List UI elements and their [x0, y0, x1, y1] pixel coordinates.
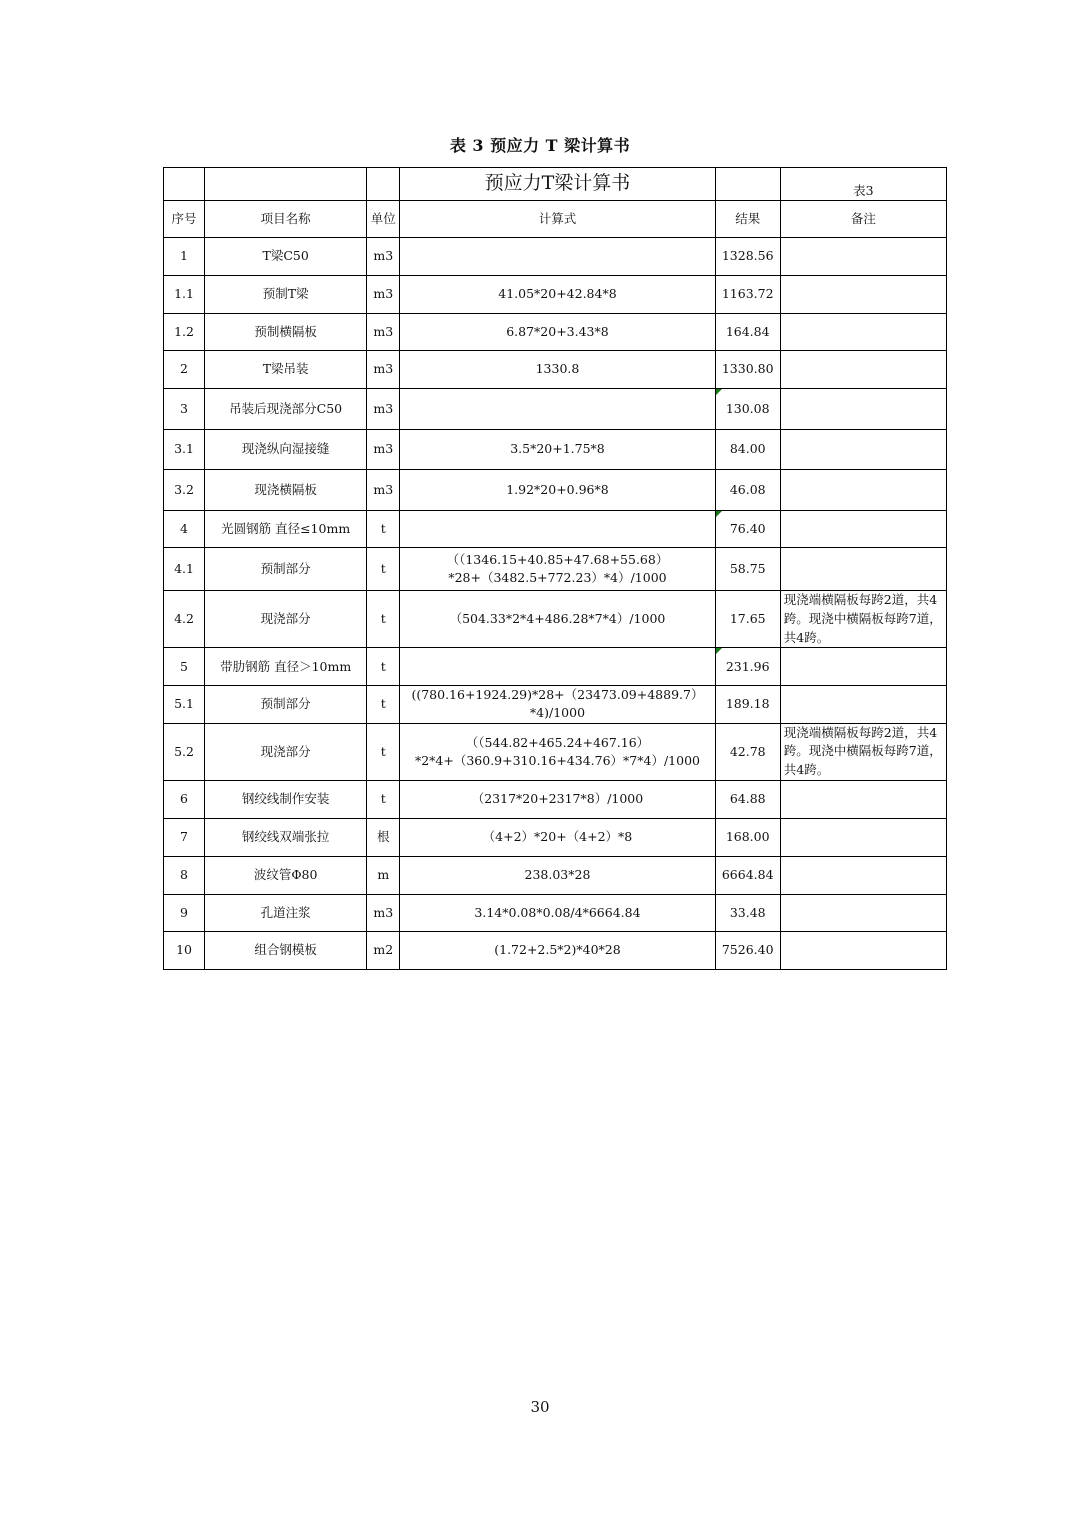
table-number: 表3 — [780, 168, 946, 201]
item-name-cell: 预制部分 — [205, 686, 367, 723]
result-cell: 189.18 — [715, 686, 780, 723]
table-row — [164, 238, 947, 276]
table-row — [164, 470, 947, 511]
row-no-cell: 10 — [164, 931, 205, 969]
result-cell: 1328.56 — [715, 238, 780, 276]
item-name-cell: 预制T梁 — [205, 276, 367, 314]
table-row — [164, 389, 947, 430]
result-cell: 1163.72 — [715, 276, 780, 314]
result-cell: 76.40 — [715, 511, 780, 548]
note-cell — [780, 894, 946, 931]
table-caption: 表 3 预应力 T 梁计算书 — [449, 136, 631, 155]
result-cell: 42.78 — [715, 723, 780, 780]
note-cell — [780, 389, 946, 430]
note-cell — [780, 856, 946, 894]
unit-cell: t — [367, 511, 400, 548]
item-name-cell: 吊装后现浇部分C50 — [205, 389, 367, 430]
formula-cell: (1.72+2.5*2)*40*28 — [400, 931, 715, 969]
result-cell: 1330.80 — [715, 351, 780, 389]
item-name-cell: 光圆钢筋 直径≤10mm — [205, 511, 367, 548]
unit-cell: t — [367, 548, 400, 591]
table-row — [164, 686, 947, 723]
result-cell: 168.00 — [715, 818, 780, 856]
item-name-cell: T梁C50 — [205, 238, 367, 276]
unit-cell: 根 — [367, 818, 400, 856]
result-cell: 64.88 — [715, 780, 780, 818]
table-row — [164, 314, 947, 351]
formula-cell: （504.33*2*4+486.28*7*4）/1000 — [400, 591, 715, 648]
result-cell: 7526.40 — [715, 931, 780, 969]
unit-cell: m2 — [367, 931, 400, 969]
table-row — [164, 430, 947, 470]
item-name-cell: 组合钢模板 — [205, 931, 367, 969]
unit-cell: m — [367, 856, 400, 894]
row-no-cell: 2 — [164, 351, 205, 389]
unit-cell: m3 — [367, 351, 400, 389]
blank-cell — [367, 168, 400, 201]
formula-cell — [400, 389, 715, 430]
row-no-cell: 4.1 — [164, 548, 205, 591]
row-no-cell: 9 — [164, 894, 205, 931]
row-no-cell: 5.1 — [164, 686, 205, 723]
unit-cell: m3 — [367, 238, 400, 276]
unit-cell: m3 — [367, 470, 400, 511]
header-cell: 序号 — [164, 201, 205, 238]
formula-cell: 238.03*28 — [400, 856, 715, 894]
row-no-cell: 4.2 — [164, 591, 205, 648]
note-cell — [780, 648, 946, 686]
result-cell: 17.65 — [715, 591, 780, 648]
unit-cell: t — [367, 723, 400, 780]
formula-cell: ((780.16+1924.29)*28+（23473.09+4889.7）*4)/1000 — [400, 686, 715, 723]
unit-cell: m3 — [367, 430, 400, 470]
result-cell: 6664.84 — [715, 856, 780, 894]
calculation-table — [163, 167, 947, 970]
row-no-cell: 1.2 — [164, 314, 205, 351]
note-cell — [780, 511, 946, 548]
note-cell — [780, 276, 946, 314]
table-row — [164, 276, 947, 314]
unit-cell: m3 — [367, 314, 400, 351]
unit-cell: m3 — [367, 894, 400, 931]
item-name-cell: 现浇部分 — [205, 591, 367, 648]
note-cell — [780, 238, 946, 276]
item-name-cell: 现浇横隔板 — [205, 470, 367, 511]
unit-cell: t — [367, 648, 400, 686]
item-name-cell: T梁吊装 — [205, 351, 367, 389]
header-row — [164, 201, 947, 238]
row-no-cell: 7 — [164, 818, 205, 856]
note-cell — [780, 314, 946, 351]
result-cell: 164.84 — [715, 314, 780, 351]
row-no-cell: 4 — [164, 511, 205, 548]
sheet-title: 预应力T梁计算书 — [400, 168, 715, 201]
table-row — [164, 723, 947, 780]
item-name-cell: 孔道注浆 — [205, 894, 367, 931]
formula-cell: （（544.82+465.24+467.16）*2*4+（360.9+310.16+434.76）*7*4）/1000 — [400, 723, 715, 780]
table-row — [164, 511, 947, 548]
formula-cell: 1330.8 — [400, 351, 715, 389]
note-cell — [780, 686, 946, 723]
result-cell: 130.08 — [715, 389, 780, 430]
formula-cell: 3.14*0.08*0.08/4*6664.84 — [400, 894, 715, 931]
item-name-cell: 预制横隔板 — [205, 314, 367, 351]
header-cell: 项目名称 — [205, 201, 367, 238]
blank-cell — [715, 168, 780, 201]
table-row — [164, 818, 947, 856]
header-cell: 备注 — [780, 201, 946, 238]
unit-cell: m3 — [367, 276, 400, 314]
table-row — [164, 591, 947, 648]
table-row — [164, 780, 947, 818]
result-cell: 58.75 — [715, 548, 780, 591]
row-no-cell: 1 — [164, 238, 205, 276]
table-row — [164, 856, 947, 894]
blank-cell — [164, 168, 205, 201]
note-cell — [780, 548, 946, 591]
item-name-cell: 钢绞线双端张拉 — [205, 818, 367, 856]
header-cell: 计算式 — [400, 201, 715, 238]
row-no-cell: 3.1 — [164, 430, 205, 470]
sheet-title-row — [164, 168, 947, 201]
table-row — [164, 894, 947, 931]
formula-cell: （（1346.15+40.85+47.68+55.68）*28+（3482.5+772.23）*4）/1000 — [400, 548, 715, 591]
result-cell: 231.96 — [715, 648, 780, 686]
formula-cell: 1.92*20+0.96*8 — [400, 470, 715, 511]
row-no-cell: 5 — [164, 648, 205, 686]
item-name-cell: 波纹管Φ80 — [205, 856, 367, 894]
formula-cell: 3.5*20+1.75*8 — [400, 430, 715, 470]
unit-cell: m3 — [367, 389, 400, 430]
unit-cell: t — [367, 686, 400, 723]
note-cell — [780, 470, 946, 511]
table-row — [164, 548, 947, 591]
blank-cell — [205, 168, 367, 201]
formula-cell: （2317*20+2317*8）/1000 — [400, 780, 715, 818]
result-cell: 46.08 — [715, 470, 780, 511]
item-name-cell: 钢绞线制作安装 — [205, 780, 367, 818]
row-no-cell: 1.1 — [164, 276, 205, 314]
formula-cell — [400, 238, 715, 276]
result-cell: 33.48 — [715, 894, 780, 931]
table-row — [164, 648, 947, 686]
row-no-cell: 3.2 — [164, 470, 205, 511]
item-name-cell: 现浇纵向湿接缝 — [205, 430, 367, 470]
header-cell: 单位 — [367, 201, 400, 238]
note-cell — [780, 430, 946, 470]
item-name-cell: 带肋钢筋 直径＞10mm — [205, 648, 367, 686]
row-no-cell: 5.2 — [164, 723, 205, 780]
note-cell — [780, 351, 946, 389]
unit-cell: t — [367, 591, 400, 648]
unit-cell: t — [367, 780, 400, 818]
note-cell — [780, 931, 946, 969]
item-name-cell: 现浇部分 — [205, 723, 367, 780]
row-no-cell: 8 — [164, 856, 205, 894]
formula-cell: （4+2）*20+（4+2）*8 — [400, 818, 715, 856]
table-row — [164, 351, 947, 389]
formula-cell — [400, 648, 715, 686]
note-cell: 现浇端横隔板每跨2道，共4跨。现浇中横隔板每跨7道，共4跨。 — [780, 591, 946, 648]
header-cell: 结果 — [715, 201, 780, 238]
note-cell — [780, 818, 946, 856]
formula-cell: 6.87*20+3.43*8 — [400, 314, 715, 351]
formula-cell: 41.05*20+42.84*8 — [400, 276, 715, 314]
note-cell — [780, 780, 946, 818]
result-cell: 84.00 — [715, 430, 780, 470]
row-no-cell: 3 — [164, 389, 205, 430]
note-cell: 现浇端横隔板每跨2道，共4跨。现浇中横隔板每跨7道，共4跨。 — [780, 723, 946, 780]
formula-cell — [400, 511, 715, 548]
page-number: 30 — [530, 1398, 550, 1416]
row-no-cell: 6 — [164, 780, 205, 818]
item-name-cell: 预制部分 — [205, 548, 367, 591]
table-row — [164, 931, 947, 969]
